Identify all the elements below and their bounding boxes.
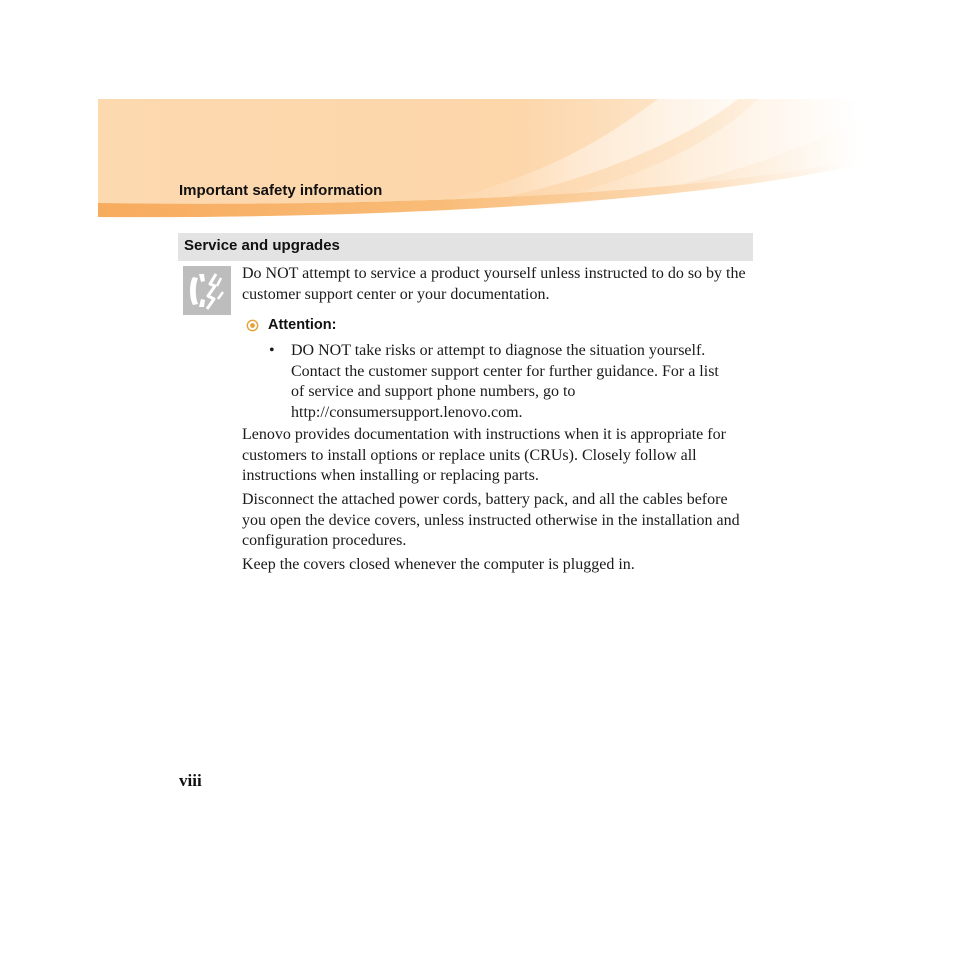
- documentation-paragraph: Lenovo provides documentation with instructions when it is appropriate for customers to install options or replace units (CRUs). Closely follow all instructions when installing or replacing parts.: [242, 426, 726, 484]
- disconnect-paragraph: Disconnect the attached power cords, battery pack, and all the cables before you open the device covers, unless instructed otherwise in the installation and configuration procedures.: [242, 491, 740, 549]
- banner-swoosh-graphic: [98, 99, 858, 219]
- bullet-text: DO NOT take risks or attempt to diagnose the situation yourself. Contact the customer support center for further guidance. For a list of service and support phone numbers, go to http://consumersupport.lenovo.com.: [291, 342, 719, 421]
- telephone-service-icon: [183, 266, 231, 315]
- section-heading-bar: [178, 233, 753, 261]
- page-number: viii: [179, 771, 202, 790]
- attention-circle-icon: [246, 319, 259, 332]
- attention-bullet-list: [268, 341, 728, 423]
- section-title: Service and upgrades: [184, 237, 340, 254]
- page-header-title: Important safety information: [179, 182, 383, 199]
- covers-paragraph: Keep the covers closed whenever the computer is plugged in.: [242, 556, 635, 573]
- header-banner: [98, 99, 858, 219]
- attention-label: Attention:: [268, 317, 337, 333]
- attention-heading: [246, 317, 336, 333]
- bullet-icon: •: [269, 342, 275, 359]
- list-item: [268, 341, 728, 423]
- intro-paragraph: Do NOT attempt to service a product yourself unless instructed to do so by the customer support center or your documentation.: [242, 265, 746, 303]
